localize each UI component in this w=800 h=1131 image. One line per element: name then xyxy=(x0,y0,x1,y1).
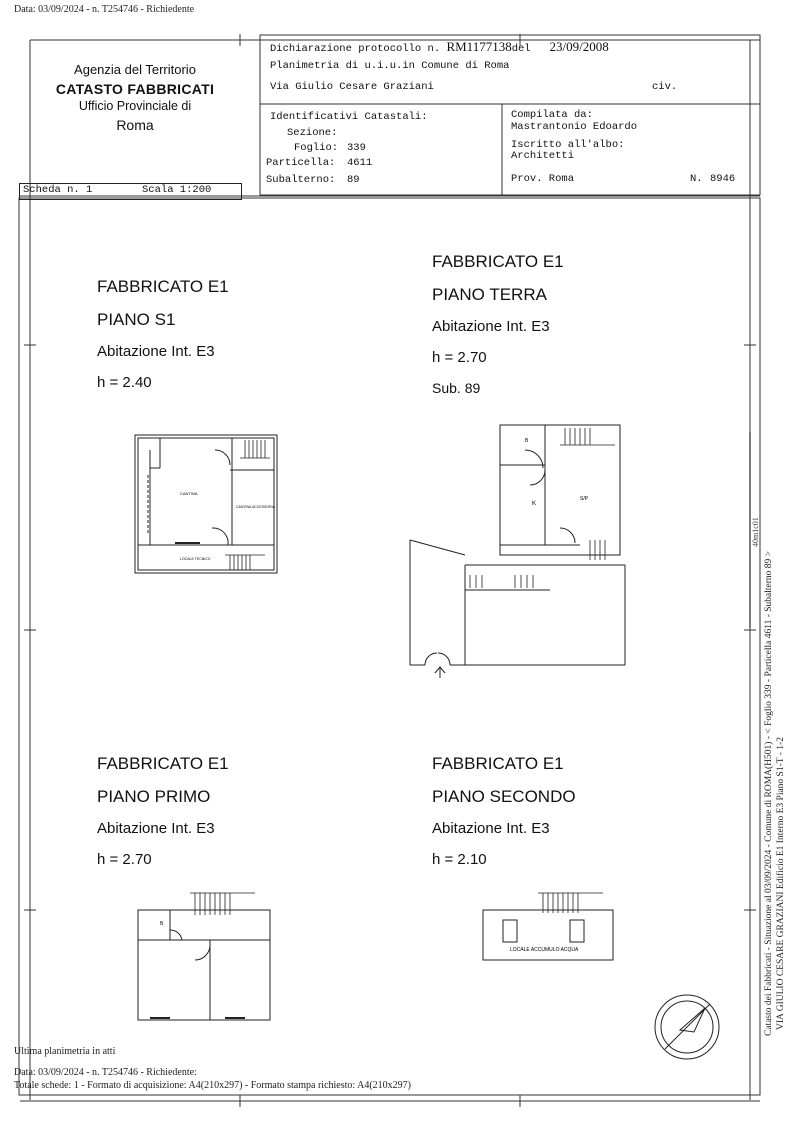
compiled-name: Mastrantonio Edoardo xyxy=(511,121,638,133)
floor-plan-terra xyxy=(400,410,640,680)
office-city: Roma xyxy=(116,117,154,133)
side-stamp: 40m1c01 xyxy=(751,517,760,547)
room-label-p2-tank: LOCALE ACCUMULO ACQUA xyxy=(510,947,579,953)
height-label: h = 2.40 xyxy=(97,374,152,391)
unit-label: Abitazione Int. E3 xyxy=(432,318,550,335)
floor-block-s1 xyxy=(97,278,229,390)
particella-value: 4611 xyxy=(347,157,373,169)
agency-block xyxy=(30,62,240,133)
floor-block-terra xyxy=(432,253,564,396)
protocol-date: 23/09/2008 xyxy=(549,39,609,54)
albo-number-label: N. xyxy=(690,173,703,185)
unit-label: Abitazione Int. E3 xyxy=(97,343,215,360)
height-label: h = 2.70 xyxy=(432,349,487,366)
height-label: h = 2.10 xyxy=(432,851,487,868)
civ-label: civ. xyxy=(652,81,678,93)
scale-label: Scala 1:200 xyxy=(142,184,212,196)
room-label-pt-b: B xyxy=(525,438,529,444)
room-label-s1-main: CANTINA xyxy=(180,491,198,496)
building-title: FABBRICATO E1 xyxy=(432,754,564,773)
particella-label: Particella: xyxy=(266,157,336,169)
last-plan-note: Ultima planimetria in atti xyxy=(14,1046,116,1057)
floor-title: PIANO S1 xyxy=(97,310,176,329)
albo-value: Architetti xyxy=(511,150,575,162)
building-title: FABBRICATO E1 xyxy=(97,754,229,773)
address: Via Giulio Cesare Graziani xyxy=(270,81,434,93)
room-label-s1-side: CANTINA ACCESSORIA xyxy=(236,505,275,509)
room-label-s1-bottom: LOCALE TECNICO xyxy=(180,557,211,561)
building-title: FABBRICATO E1 xyxy=(432,252,564,271)
agency-name: Agenzia del Territorio xyxy=(74,62,196,77)
room-label-pt-k: K xyxy=(532,501,537,507)
prov-label: Prov. Roma xyxy=(511,173,575,185)
albo-number: 8946 xyxy=(710,173,736,185)
unit-label: Abitazione Int. E3 xyxy=(97,820,215,837)
foglio-value: 339 xyxy=(347,142,366,154)
catasto-title: CATASTO FABBRICATI xyxy=(55,81,215,97)
side-text-2: VIA GIULIO CESARE GRAZIANI Edificio E1 Interno E3 Piano S1-T - 1-2 xyxy=(776,737,786,1030)
header-line: Data: 03/09/2024 - n. T254746 - Richiedente xyxy=(14,4,195,15)
identifiers-title: Identificativi Catastali: xyxy=(270,111,428,123)
floor-block-secondo xyxy=(432,755,576,867)
room-label-pt-sp: S/P xyxy=(580,496,589,502)
sezione-label: Sezione: xyxy=(287,127,338,139)
side-text-1: Catasto dei Fabbricati - Situazione al 03/09/2024 - Comune di ROMA(H501) - < Foglio 339 - Particella 4611 - Subalterno 89 > xyxy=(764,550,774,1036)
sub-label: Sub. 89 xyxy=(432,380,481,396)
footer-line-1: Data: 03/09/2024 - n. T254746 - Richiedente: xyxy=(14,1067,197,1078)
building-title: FABBRICATO E1 xyxy=(97,277,229,296)
height-label: h = 2.70 xyxy=(97,851,152,868)
subalterno-value: 89 xyxy=(347,174,360,186)
office-label: Ufficio Provinciale di xyxy=(78,99,192,113)
footer-line-2: Totale schede: 1 - Formato di acquisizione: A4(210x297) - Formato stampa richiesto: A4(210x297) xyxy=(14,1080,411,1091)
foglio-label: Foglio: xyxy=(294,142,339,154)
floor-plan-primo xyxy=(130,885,280,1025)
floor-block-primo xyxy=(97,755,229,867)
scheda-label: Scheda n. 1 xyxy=(23,184,93,196)
subalterno-label: Subalterno: xyxy=(266,174,336,186)
floor-title: PIANO PRIMO xyxy=(97,787,211,806)
compiled-label: Compilata da: xyxy=(511,109,593,121)
floor-plan-secondo xyxy=(478,885,628,965)
protocol-number: RM1177138 xyxy=(446,39,512,54)
room-label-p1-b: B xyxy=(160,921,164,927)
albo-label: Iscritto all'albo: xyxy=(511,139,625,151)
floor-plan-s1 xyxy=(120,410,300,580)
unit-label: Abitazione Int. E3 xyxy=(432,820,550,837)
north-arrow-icon xyxy=(650,990,725,1065)
protocol-line: Dichiarazione protocollo n. RM1177138del 23/09/2008 xyxy=(270,39,609,55)
floor-title: PIANO TERRA xyxy=(432,285,547,304)
floor-title: PIANO SECONDO xyxy=(432,787,576,806)
plan-line: Planimetria di u.i.u.in Comune di Roma xyxy=(270,60,510,72)
